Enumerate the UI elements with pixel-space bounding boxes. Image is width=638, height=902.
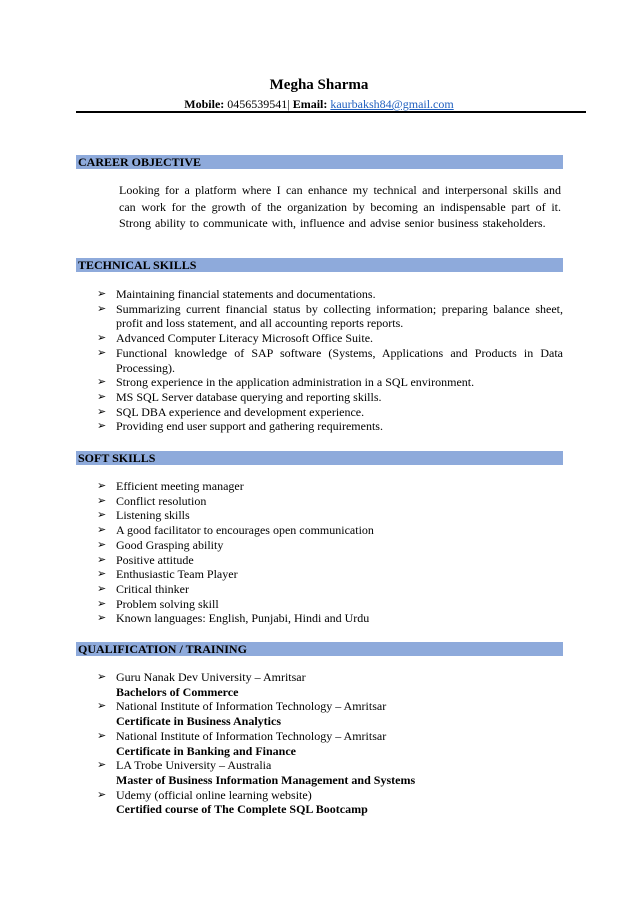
qualification-heading: QUALIFICATION / TRAINING [76, 642, 563, 656]
list-item [97, 758, 563, 787]
technical-skills-heading: TECHNICAL SKILLS [76, 258, 563, 272]
list-item [97, 788, 563, 817]
technical-skills-list [97, 287, 563, 434]
arrow-bullet-icon: ➢ [97, 523, 107, 537]
list-item: ➢ Functional knowledge of SAP software (Systems, Applications and Products in Data Processing). [97, 345, 563, 375]
career-objective-heading: CAREER OBJECTIVE [76, 155, 563, 169]
list-item: ➢ Efficient meeting manager [97, 479, 244, 493]
arrow-bullet-icon: ➢ [97, 508, 107, 522]
list-item: ➢ Good Grasping ability [97, 537, 224, 552]
arrow-bullet-icon: ➢ [97, 419, 107, 433]
award: Certificate in Business Analytics [116, 714, 281, 729]
arrow-bullet-icon: ➢ [97, 479, 107, 492]
list-item: ➢ A good facilitator to encourages open communication [97, 523, 374, 538]
list-item: ➢ Enthusiastic Team Player [97, 567, 238, 582]
arrow-bullet-icon: ➢ [97, 301, 107, 315]
institution: Udemy (official online learning website) [116, 787, 312, 802]
list-item: ➢ SQL DBA experience and development experience. [97, 404, 365, 419]
qualification-list [97, 670, 563, 817]
award: Certified course of The Complete SQL Bootcamp [116, 802, 368, 817]
arrow-bullet-icon: ➢ [97, 404, 107, 418]
list-item: ➢ Problem solving skill [97, 596, 219, 611]
arrow-bullet-icon: ➢ [97, 581, 107, 595]
list-item: ➢ Providing end user support and gathering requirements. [97, 419, 383, 434]
list-item [97, 699, 563, 728]
arrow-bullet-icon: ➢ [97, 787, 107, 801]
list-item: ➢ Summarizing current financial status by collecting information; preparing balance sheet, profit and loss statement, and all accounting reports reports. [97, 301, 563, 331]
arrow-bullet-icon: ➢ [97, 596, 107, 610]
institution: Guru Nanak Dev University – Amritsar [116, 670, 306, 684]
email-label: Email: [292, 97, 328, 111]
list-item: ➢ Listening skills [97, 508, 190, 523]
soft-skills-heading: SOFT SKILLS [76, 451, 563, 465]
list-item: ➢ Advanced Computer Literacy Microsoft Office Suite. [97, 331, 374, 346]
email-link[interactable]: kaurbaksh84@gmail.com [330, 97, 454, 111]
list-item: ➢ MS SQL Server database querying and reporting skills. [97, 389, 382, 404]
soft-skills-list [97, 479, 563, 626]
award: Bachelors of Commerce [116, 684, 239, 699]
arrow-bullet-icon: ➢ [97, 287, 107, 300]
arrow-bullet-icon: ➢ [97, 345, 107, 359]
institution: National Institute of Information Technology – Amritsar [116, 728, 387, 743]
arrow-bullet-icon: ➢ [97, 331, 107, 345]
arrow-bullet-icon: ➢ [97, 611, 107, 625]
contact-line [0, 96, 638, 112]
candidate-name: Megha Sharma [269, 77, 369, 93]
arrow-bullet-icon: ➢ [97, 567, 107, 581]
arrow-bullet-icon: ➢ [97, 728, 107, 742]
award: Master of Business Information Management and Systems [116, 772, 416, 787]
mobile-value: 0456539541| [227, 97, 290, 111]
header-divider [76, 111, 586, 113]
institution: National Institute of Information Technology – Amritsar [116, 699, 387, 714]
arrow-bullet-icon: ➢ [97, 493, 107, 507]
arrow-bullet-icon: ➢ [97, 670, 107, 683]
list-item [97, 670, 563, 699]
arrow-bullet-icon: ➢ [97, 699, 107, 713]
arrow-bullet-icon: ➢ [97, 389, 107, 403]
list-item: ➢ Maintaining financial statements and documentations. [97, 287, 376, 301]
arrow-bullet-icon: ➢ [97, 375, 107, 389]
award: Certificate in Banking and Finance [116, 743, 297, 758]
institution: LA Trobe University – Australia [116, 758, 272, 773]
career-objective-text: Looking for a platform where I can enhance my technical and interpersonal skills and can work for the growth of the organization by becoming an indispensable part of it. Strong ability to communicate with, influence and advise senior business stakeholders. [119, 183, 561, 230]
arrow-bullet-icon: ➢ [97, 758, 107, 772]
arrow-bullet-icon: ➢ [97, 552, 107, 566]
arrow-bullet-icon: ➢ [97, 537, 107, 551]
list-item [97, 729, 563, 758]
list-item: ➢ Conflict resolution [97, 493, 207, 508]
resume-header [0, 76, 638, 112]
list-item: ➢ Known languages: English, Punjabi, Hindi and Urdu [97, 611, 370, 626]
list-item: ➢ Critical thinker [97, 581, 189, 596]
mobile-label: Mobile: [184, 97, 225, 111]
list-item: ➢ Positive attitude [97, 552, 194, 567]
list-item: ➢ Strong experience in the application administration in a SQL environment. [97, 375, 475, 390]
